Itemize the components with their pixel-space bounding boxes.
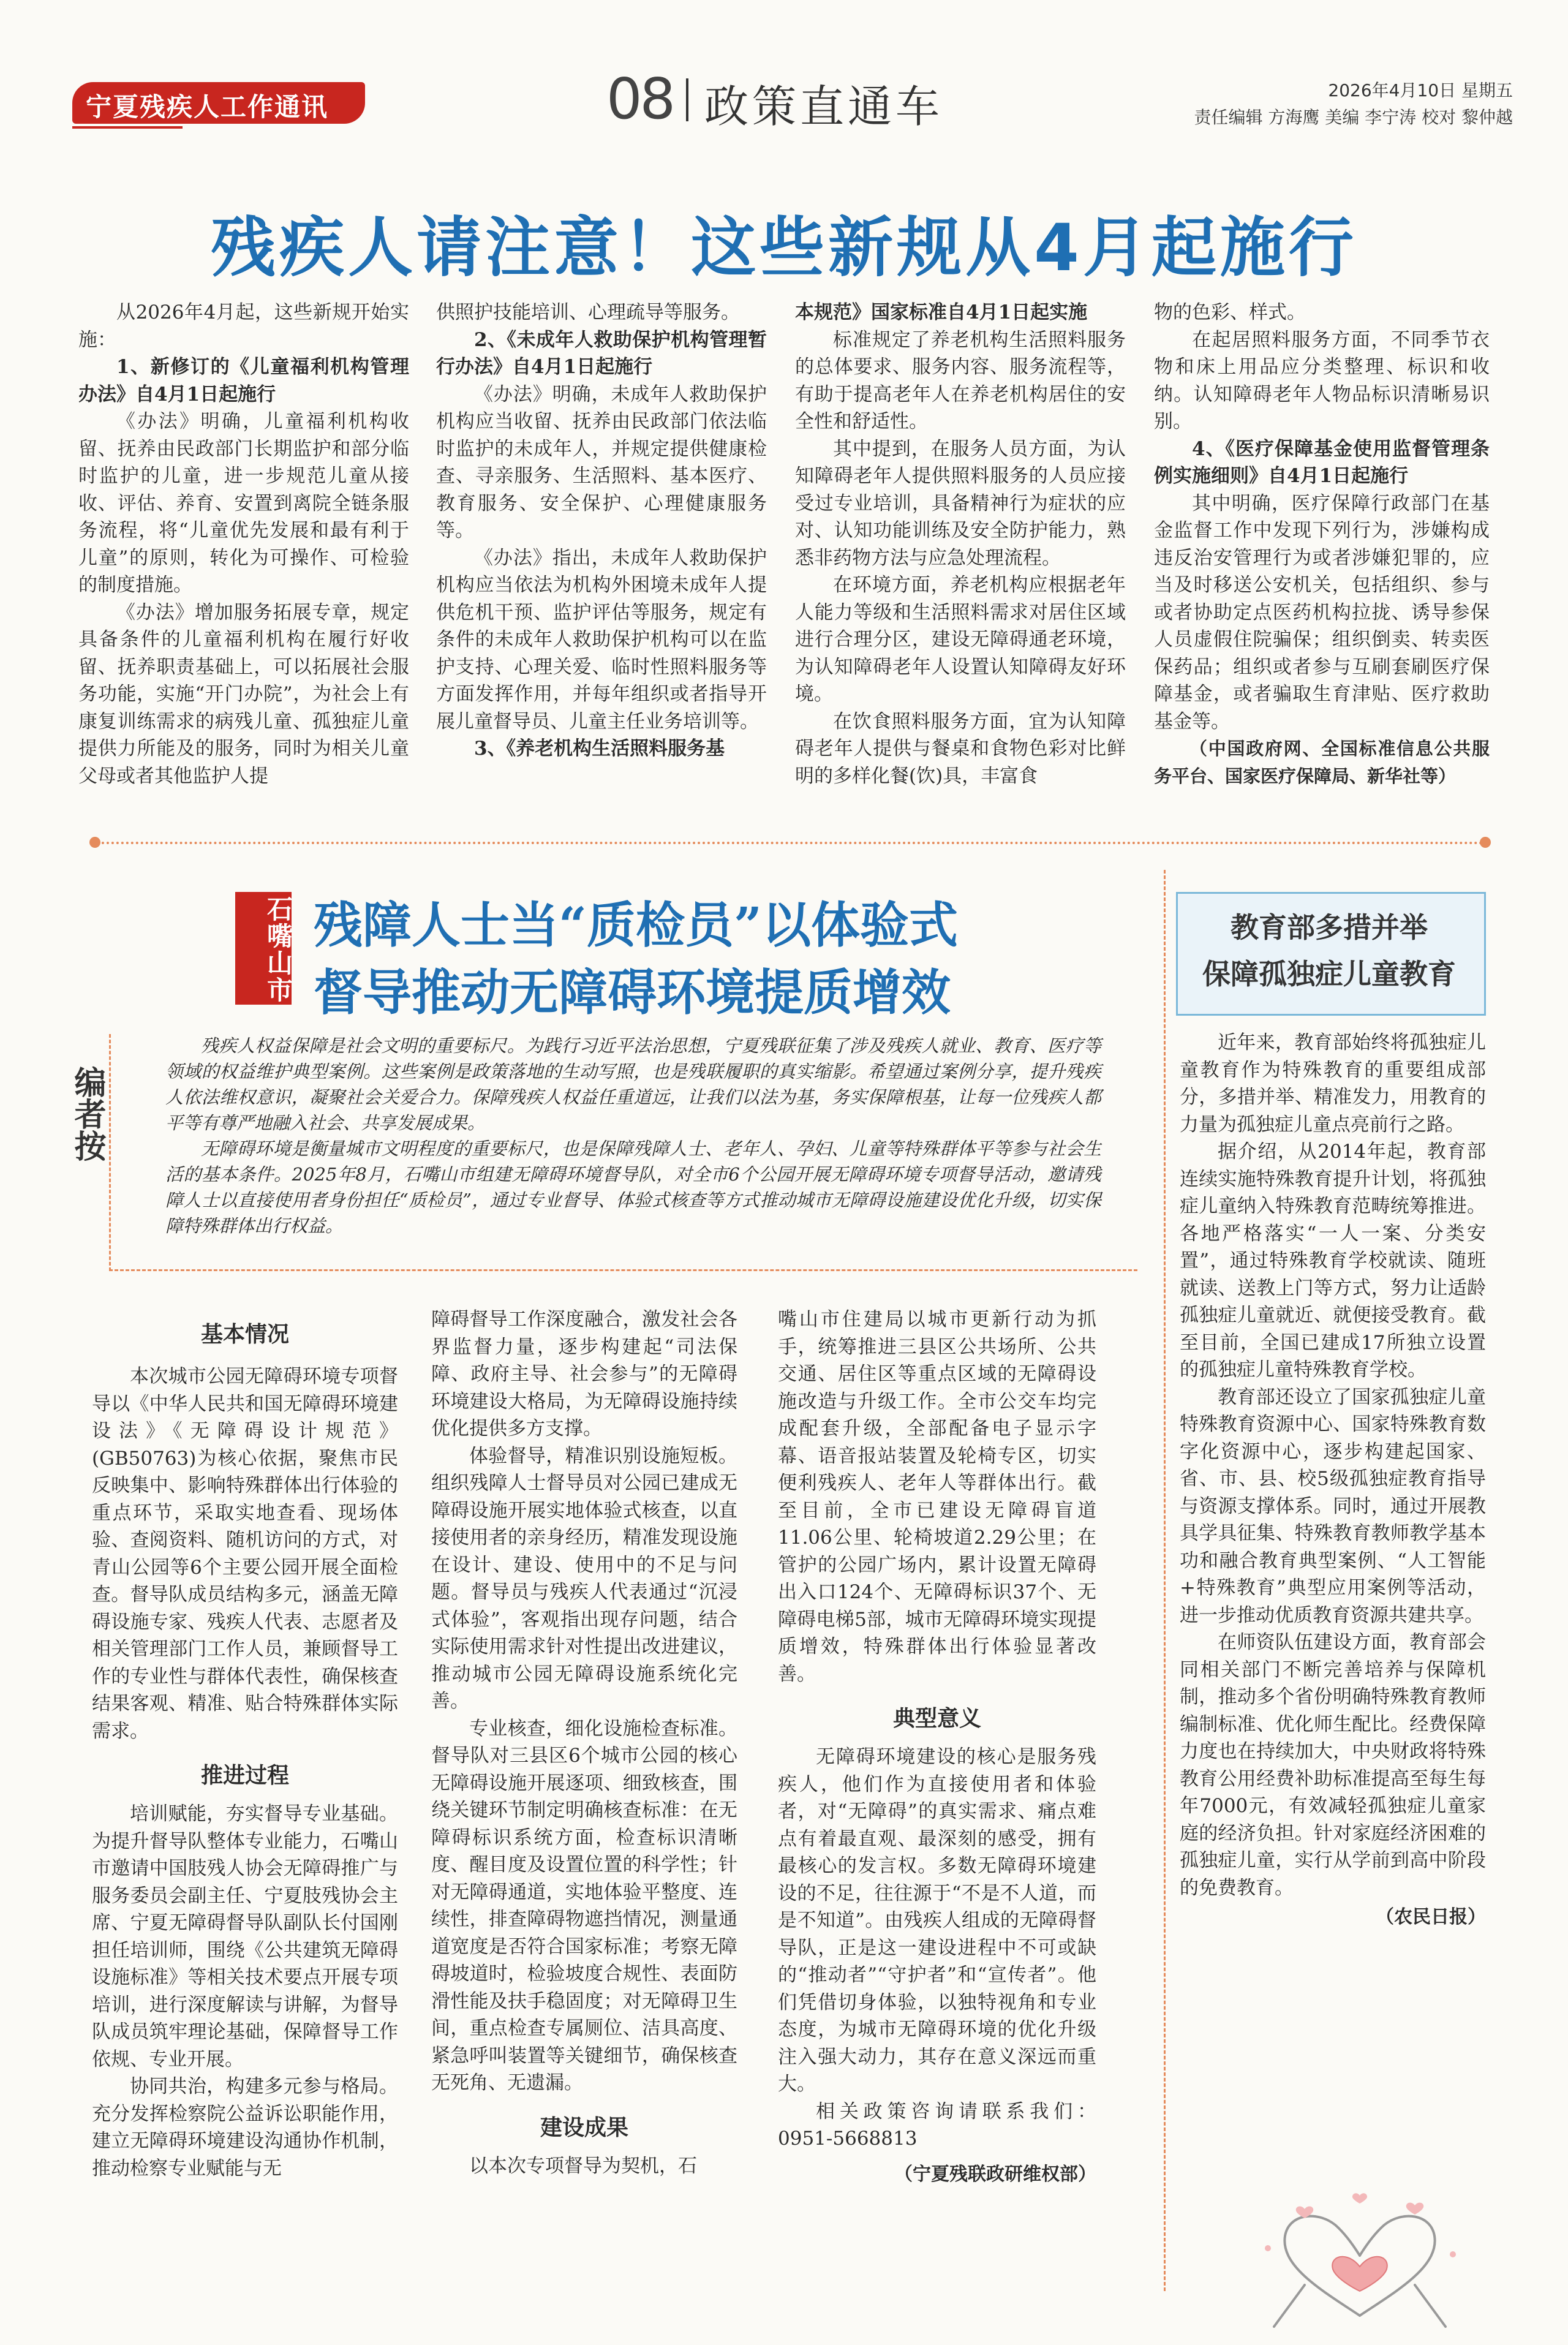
article2-para: 体验督导，精准识别设施短板。组织残障人士督导员对公园已建成无障碍设施开展实地体验式核查，以直接使用者的亲身经历，精准发现设施在设计、建设、使用中的不足与问题。督导员与残疾人代表通过“沉浸式体验”，客观指出现存问题，结合实际使用需求针对性提出改进建议，推动城市公园无障碍设施系统化完善。: [431, 1444, 737, 1712]
article3-title-line2: 保障孤独症儿童教育: [1202, 957, 1456, 991]
sidebar-divider: [1164, 870, 1166, 2291]
sparkle-dot: [1450, 2251, 1456, 2257]
article3-para: 据介绍，从2014年起，教育部连续实施特殊教育提升计划，将孤独症儿童纳入特殊教育范畴统筹推进。各地严格落实“一人一案、分类安置”，通过特殊教育学校就读、随班就读、送教上门等方式，努力让适龄孤独症儿童就近、就便接受教育。截至目前，全国已建成17所独立设置的孤独症儿童特殊教育学校。: [1180, 1141, 1486, 1381]
article1-para: 《办法》明确，儿童福利机构收留、抚养由民政部门长期监护和部分临时监护的儿童，进一步规范儿童从接收、评估、养育、安置到离院全链条服务流程，将“儿童优先发展和最有利于儿童”的原则，转化为可操作、可检验的制度措施。: [78, 410, 409, 596]
article1-para: 在环境方面，养老机构应根据老年人能力等级和生活照料需求对居住区域进行合理分区，建设无障碍通老环境，为认知障碍老年人设置认知障碍友好环境。: [795, 574, 1126, 705]
article3-para: 教育部还设立了国家孤独症儿童特殊教育资源中心、国家特殊教育数字化资源中心，逐步构建起国家、省、市、县、校5级孤独症教育指导与资源支撑体系。同时，通过开展教具学具征集、特殊教育教师教学基本功和融合教育典型案例、“人工智能+特殊教育”典型应用案例等活动，进一步推动优质教育资源共建共享。: [1180, 1386, 1486, 1626]
article2-para: 本次城市公园无障碍环境专项督导以《中华人民共和国无障碍环境建设法》《无障碍设计规范》(GB50763)为核心依据，聚焦市民反映集中、影响特殊群体出行体验的重点环节，采取实地查看、现场体验、查阅资料、随机访问的方式，对青山公园等6个主要公园开展全面检查。督导队成员结构多元，涵盖无障碍设施专家、残疾人代表、志愿者及相关管理部门工作人员，兼顾督导工作的专业性与群体代表性，确保核查结果客观、精准、贴合特殊群体实际需求。: [92, 1365, 398, 1742]
page-number: 08: [606, 66, 674, 132]
article3-para: 近年来，教育部始终将孤独症儿童教育作为特殊教育的重要组成部分，多措并举、精准发力，用教育的力量为孤独症儿童点亮前行之路。: [1180, 1032, 1486, 1136]
article2-para: 障碍督导工作深度融合，激发社会各界监督力量，逐步构建起“司法保障、政府主导、社会参与”的无障碍环境建设大格局，为无障碍设施持续优化提供多方支撑。: [431, 1308, 737, 1440]
article1-para: 标准规定了养老机构生活照料服务的总体要求、服务内容、服务流程等，有助于提高老年人在养老机构居住的安全性和舒适性。: [795, 328, 1126, 432]
article2-para: 嘴山市住建局以城市更新行动为抓手，统筹推进三县区公共场所、公共交通、居住区等重点区域的无障碍设施改造与升级工作。全市公交车均完成配套升级，全部配备电子显示字幕、语音报站装置及轮椅专区，切实便利残疾人、老年人等群体出行。截至目前，全市已建设无障碍盲道11.06公里、轮椅坡道2.29公里；在管护的公园广场内，累计设置无障碍出入口124个、无障碍标识37个、无障碍电梯5部，城市无障碍环境实现提质增效，特殊群体出行体验显著改善。: [778, 1308, 1096, 1685]
issue-date: 2026年4月10日 星期五: [1328, 80, 1513, 100]
divider-dot: [1480, 837, 1491, 848]
article2-para: 培训赋能，夯实督导专业基础。为提升督导队整体专业能力，石嘴山市邀请中国肢残人协会无障碍推广与服务委员会副主任、宁夏肢残协会主席、宁夏无障碍督导队副队长付国刚担任培训师，围绕《公共建筑无障碍设施标准》等相关技术要点开展专项培训，进行深度解读与讲解，为督导队成员筑牢理论基础，保障督导工作依规、专业开展。: [92, 1803, 398, 2071]
heart-icon: [1332, 2257, 1387, 2291]
heading-progress: 推进过程: [200, 1763, 289, 1788]
article2-col2: [431, 1306, 737, 2180]
heading-results: 建设成果: [540, 2115, 628, 2140]
article1-heading4: 4、《医疗保障基金使用监督管理条例实施细则》自4月1日起施行: [1154, 437, 1490, 487]
article1-heading3-cont: 本规范》国家标准自4月1日起实施: [795, 301, 1088, 323]
heart-icon: [1352, 2193, 1367, 2203]
article3-source: （农民日报）: [1376, 1906, 1486, 1928]
section-divider: [92, 842, 1488, 844]
article1-col2: [436, 299, 767, 763]
article1-col4: [1154, 299, 1490, 790]
article1-para: 在饮食照料服务方面，宜为认知障碍老年人提供与餐桌和食物色彩对比鲜明的多样化餐(饮)具，丰富食: [795, 710, 1126, 787]
sparkle-dot: [1265, 2245, 1271, 2251]
heart-icon: [1406, 2203, 1424, 2215]
article1-intro: 从2026年4月起，这些新规开始实施：: [78, 301, 409, 351]
divider-dot: [89, 837, 100, 848]
masthead-divider: [686, 78, 688, 121]
article1-para: 供照护技能培训、心理疏导等服务。: [436, 301, 740, 323]
article2-title-line2: 督导推动无障碍环境提质增效: [314, 964, 951, 1021]
newsletter-name: 宁夏残疾人工作通讯: [86, 92, 329, 122]
article2-col1: [92, 1317, 398, 2182]
article1-heading3: 3、《养老机构生活照料服务基: [474, 738, 725, 760]
editor-note-para: 残疾人权益保障是社会文明的重要标尺。为践行习近平法治思想，宁夏残联征集了涉及残疾人就业、教育、医疗等领域的权益维护典型案例。这些案例是政策落地的生动写照，也是残联履职的真实缩影。希望通过案例分享，提升残疾人依法维权意识，凝聚社会关爱合力。保障残疾人权益任重道远，让我们以法为基，务实保障根基，让每一位残疾人都平等有尊严地融入社会、共享发展成果。: [165, 1035, 1101, 1133]
heading-basic: 基本情况: [200, 1322, 289, 1347]
article1-para: 《办法》明确，未成年人救助保护机构应当收留、抚养由民政部门依法临时监护的未成年人，并规定提供健康检查、寻亲服务、生活照料、基本医疗、教育服务、安全保护、心理健康服务等。: [436, 383, 767, 542]
masthead: [0, 0, 1568, 141]
article1-heading2: 2、《未成年人救助保护机构管理暂行办法》自4月1日起施行: [436, 328, 767, 378]
article1-para: 物的色彩、样式。: [1154, 301, 1306, 323]
article3-title-line1: 教育部多措并举: [1231, 911, 1428, 944]
article1-para: 在起居照料服务方面，不同季节衣物和床上用品应分类整理、标识和收纳。认知障碍老年人物品标识清晰易识别。: [1154, 328, 1490, 432]
article1-title: 残疾人请注意！这些新规从4月起施行: [211, 210, 1357, 285]
article1-col1: [78, 299, 409, 790]
article2-para: 以本次专项督导为契机，石: [469, 2154, 697, 2177]
right-wrist: [1415, 2285, 1446, 2327]
editor-note-label: 编者按: [69, 1066, 105, 1161]
article2-col3: [778, 1306, 1096, 2186]
article1-heading1: 1、新修订的《儿童福利机构管理办法》自4月1日起施行: [78, 356, 409, 406]
article2-para: 无障碍环境建设的核心是服务残疾人，他们作为直接使用者和体验者，对“无障碍”的真实需求、痛点难点有着最直观、最深刻的感受，拥有最核心的发言权。多数无障碍环境建设的不足，往往源于“不是不人道，而是不知道”。由残疾人组成的无障碍督导队，正是这一建设进程中不可或缺的“推动者”“守护者”和“宣传者”。他们凭借切身体验，以独特视角和专业态度，为城市无障碍环境的优化升级注入强大动力，其存在意义深远而重大。: [778, 1746, 1096, 2095]
heading-meaning: 典型意义: [892, 1706, 981, 1731]
article1-para: 其中明确，医疗保障行政部门在基金监督工作中发现下列行为，涉嫌构成违反治安管理行为或者涉嫌犯罪的，应当及时移送公安机关，包括组织、参与或者协助定点医药机构拉拢、诱导参保人员虚假住院骗保；组织倒卖、转卖医保药品；组织或者参与互刷套刷医疗保障基金，或者骗取生育津贴、医疗救助基金等。: [1154, 492, 1490, 733]
article2-contact: 相关政策咨询请联系我们：0951-5668813: [778, 2100, 1096, 2150]
article1-source: （中国政府网、全国标准信息公共服务平台、国家医疗保障局、新华社等）: [1154, 738, 1490, 787]
article3-para: 在师资队伍建设方面，教育部会同相关部门不断完善培养与保障机制，推动多个省份明确特殊教育教师编制标准、优化师生配比。经费保障力度也在持续加大，中央财政将特殊教育公用经费补助标准提高至每生每年7000元，有效减轻孤独症儿童家庭的经济负担。针对家庭经济困难的孤独症儿童，实行从学前到高中阶段的免费教育。: [1180, 1631, 1486, 1899]
article2-title-line1: 残障人士当“质检员”以体验式: [314, 896, 959, 954]
article3-body: [1180, 1029, 1486, 1928]
section-name: 政策直通车: [704, 81, 944, 132]
heart-hands-illustration: [1231, 2187, 1488, 2328]
article1-col3: [795, 299, 1126, 790]
article2-para: 协同共治，构建多元参与格局。充分发挥检察院公益诉讼职能作用，建立无障碍环境建设沟通协作机制，推动检察专业赋能与无: [92, 2075, 398, 2180]
editor-note-para: 无障碍环境是衡量城市文明程度的重要标尺，也是保障残障人士、老年人、孕妇、儿童等特殊群体平等参与社会生活的基本条件。2025年8月，石嘴山市组建无障碍环境督导队，对全市6个公园开展无障碍环境专项督导活动，邀请残障人士以直接使用者身份担任“质检员”，通过专业督导、体验式核查等方式推动城市无障碍设施建设优化升级，切实保障特殊群体出行权益。: [165, 1138, 1101, 1236]
article2-para: 专业核查，细化设施检查标准。督导队对三县区6个城市公园的核心无障碍设施开展逐项、细致核查，围绕关键环节制定明确核查标准：在无障碍标识系统方面，检查标识清晰度、醒目度及设置位置的科学性；针对无障碍通道，实地体验平整度、连续性，排查障碍物遮挡情况，测量通道宽度是否符合国家标准；考察无障碍坡道时，检验坡度合规性、表面防滑性能及扶手稳固度；对无障碍卫生间，重点检查专属厕位、洁具高度、紧急呼叫装置等关键细节，确保核查无死角、无遗漏。: [431, 1717, 737, 2094]
editors-line: 责任编辑 方海鹰 美编 李宁涛 校对 黎仲越: [1194, 107, 1513, 127]
article2-source: （宁夏残联政研维权部）: [894, 2163, 1096, 2185]
city-tag-text: 石嘴山市: [263, 896, 293, 1003]
editor-note-text: [165, 1033, 1101, 1239]
article1-para: 《办法》增加服务拓展专章，规定具备条件的儿童福利机构在履行好收留、抚养职责基础上，可以拓展社会服务功能，实施“开门办院”，为社会上有康复训练需求的病残儿童、孤独症儿童提供力所能及的服务，同时为相关儿童父母或者其他监护人提: [78, 601, 409, 787]
banner-underline: [72, 126, 183, 129]
article1-para: 其中提到，在服务人员方面，为认知障碍老年人提供照料服务的人员应接受过专业培训，具备精神行为症状的应对、认知功能训练及安全防护能力，熟悉非药物方法与应急处理流程。: [795, 437, 1126, 569]
left-wrist: [1274, 2285, 1305, 2327]
article1-para: 《办法》指出，未成年人救助保护机构应当依法为机构外困境未成年人提供危机干预、监护评估等服务，规定有条件的未成年人救助保护机构可以在监护支持、心理关爱、临时性照料服务等方面发挥作用，并每年组织或者指导开展儿童督导员、儿童主任业务培训等。: [436, 546, 767, 733]
